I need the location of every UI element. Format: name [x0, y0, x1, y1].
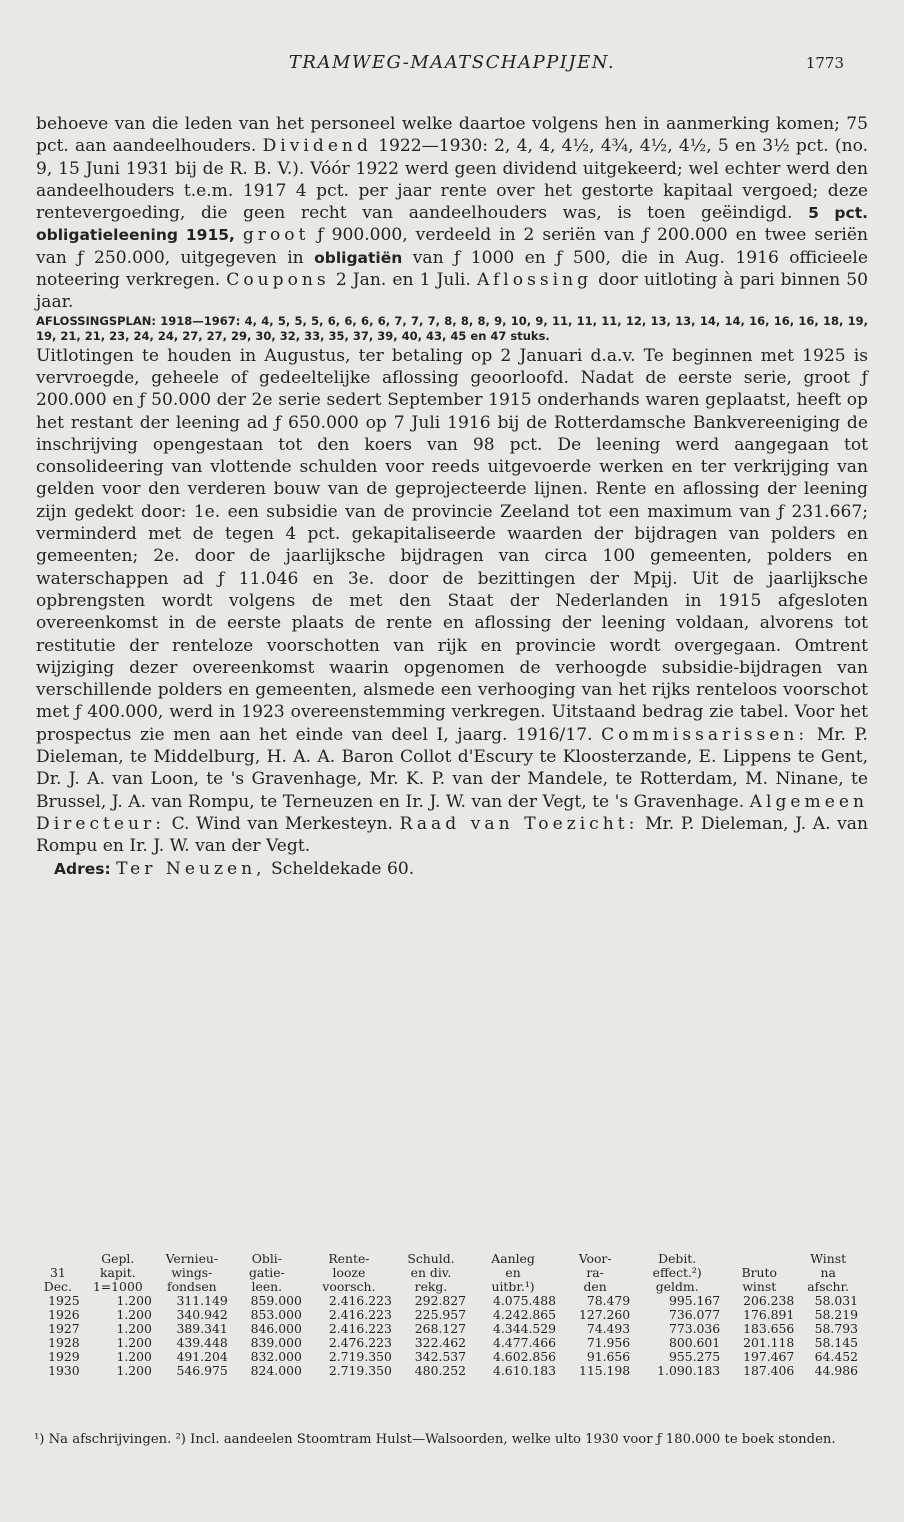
table-cell: 4.242.865 — [492, 1307, 557, 1322]
header-cell: uitbr.¹) — [491, 1279, 535, 1294]
table-row — [34, 1336, 860, 1350]
running-title: TRAMWEG-MAATSCHAPPIJEN. — [288, 52, 616, 73]
header-cell: geldm. — [655, 1279, 699, 1294]
table-row — [34, 1322, 860, 1336]
table-cell: 206.238 — [743, 1293, 795, 1308]
header-cell: en — [505, 1265, 521, 1280]
table-cell: 2.416.223 — [328, 1293, 392, 1308]
table-cell: 853.000 — [250, 1307, 302, 1322]
header-cell: kapit. — [99, 1265, 136, 1280]
table-cell: 4.477.466 — [492, 1335, 557, 1350]
text-segment: 2 Jan. en 1 Juli. — [335, 270, 471, 291]
header-cell: gatie- — [248, 1265, 285, 1280]
financial-table — [34, 1252, 860, 1378]
header-cell: rekg. — [414, 1279, 448, 1294]
table-cell: 439.448 — [176, 1335, 228, 1350]
text-segment: door uitloting à pari binnen 50 jaar. — [36, 270, 869, 313]
table-cell: 1927 — [48, 1321, 80, 1336]
table-header — [34, 1252, 860, 1294]
dividend-label: Dividend — [262, 136, 372, 157]
header-cell: 1=1000 — [92, 1279, 143, 1294]
header-cell: Aanleg — [491, 1251, 535, 1266]
table-row — [34, 1364, 860, 1378]
coupons-label: Coupons — [226, 270, 330, 291]
table-cell: 58.145 — [814, 1335, 858, 1350]
header-cell: Gepl. — [101, 1251, 135, 1266]
table-cell: 1926 — [48, 1307, 80, 1322]
address-label: Adres: — [54, 859, 111, 878]
table-cell: 546.975 — [176, 1363, 228, 1378]
header-cell: Schuld. — [407, 1251, 455, 1266]
footnotes: ¹) Na afschrijvingen. ²) Incl. aandeelen Stoomtram Hulst—Walsoorden, welke ulto 1930 voor ƒ 180.000 te boek stonden. — [34, 1432, 836, 1447]
header-cell: Debit. — [658, 1251, 697, 1266]
table-cell: 4.344.529 — [492, 1321, 557, 1336]
header-cell: winst — [742, 1279, 777, 1294]
table-cell: 311.149 — [176, 1293, 228, 1308]
redemption-plan: AFLOSSINGSPLAN: 1918—1967: 4, 4, 5, 5, 5, 6, 6, 6, 6, 7, 7, 7, 8, 8, 8, 9, 10, 9, 11, 11, 11, 12, 13, 13, 14, 14, 16, 16, 16, 18, 19, 19, 21, 21, 23, 24, 24, 27, 27, 29, 30, 32, 33, 35, 37, 39, 40, 43, 45 en 47 stuks. — [36, 313, 868, 344]
table-cell: 340.942 — [176, 1307, 228, 1322]
text-segment: Mr. P. Dieleman, te Middelburg, H. A. A. Baron Collot d'Escury te Kloosterzande, E. Lippens te Gent, Dr. J. A. van Loon, te 's Gravenhage, Mr. K. P. van der Mandele, te Rotterdam, M. Ninane, te Brussel, J. A. van Rompu, te Terneuzen en Ir. J. W. van der Vegt, te 's Gravenhage. — [36, 724, 868, 812]
table-cell: 183.656 — [743, 1321, 795, 1336]
address-city: Ter Neuzen, — [116, 858, 266, 879]
table-header-row — [34, 1280, 860, 1294]
table-cell: 58.031 — [814, 1293, 858, 1308]
table-cell: 389.341 — [176, 1321, 228, 1336]
table-header-row — [34, 1252, 860, 1266]
header-cell: Bruto — [741, 1265, 777, 1280]
table-cell: 491.204 — [176, 1349, 228, 1364]
header-cell: 31 — [49, 1265, 66, 1280]
text-segment: ƒ 900.000, verdeeld in 2 seriën van ƒ 200.000 en twee seriën van ƒ 250.000, uitgegeven in — [36, 225, 868, 268]
header-cell: Winst — [810, 1251, 847, 1266]
table-cell: 91.656 — [586, 1349, 631, 1364]
header-cell: Voor- — [578, 1251, 612, 1266]
toezicht-label: Raad van Toezicht: — [399, 813, 639, 834]
header-cell: Rente- — [328, 1251, 370, 1266]
table-cell: 58.793 — [814, 1321, 858, 1336]
header-cell: Dec. — [43, 1279, 72, 1294]
table-cell: 292.827 — [414, 1293, 467, 1308]
address-line — [36, 858, 868, 880]
groot-label: groot — [242, 225, 310, 246]
table-cell: 1928 — [48, 1335, 80, 1350]
table-cell: 58.219 — [814, 1307, 858, 1322]
text-segment: Mr. P. Dieleman, J. A. van Rompu en Ir. J. W. van der Vegt. — [36, 813, 868, 857]
text-segment: behoeve van die leden van het personeel welke daartoe volgens hen in aanmerking komen; 75 pct. aan aandeelhouders. — [36, 114, 868, 157]
table-cell: 480.252 — [414, 1363, 467, 1378]
table-cell: 2.476.223 — [328, 1335, 392, 1350]
table-cell: 4.610.183 — [492, 1363, 557, 1378]
table-body — [34, 1294, 860, 1378]
page-header — [0, 52, 904, 82]
header-cell: fondsen — [167, 1279, 217, 1294]
table-cell: 1925 — [48, 1293, 80, 1308]
table-cell: 2.719.350 — [328, 1363, 392, 1378]
table-cell: 197.467 — [743, 1349, 795, 1364]
table-cell: 1.090.183 — [657, 1363, 721, 1378]
table-cell: 187.406 — [743, 1363, 795, 1378]
obligatien-label: obligatiën — [314, 248, 403, 267]
table-cell: 201.118 — [743, 1335, 795, 1350]
table-cell: 4.075.488 — [492, 1293, 557, 1308]
table-cell: 1.200 — [116, 1349, 152, 1364]
header-cell — [722, 1252, 796, 1266]
header-cell: effect.²) — [652, 1265, 702, 1280]
table-cell: 1.200 — [116, 1363, 152, 1378]
table-cell: 832.000 — [250, 1349, 302, 1364]
text-segment: 1922—1930: 2, 4, 4, 4½, 4¾, 4½, 4½, 5 en 3½ pct. (no. 9, 15 Juni 1931 bij de R. B. V.). Vóór 1922 werd geen dividend uitgekeerd; wel echter werd den aandeelhouders t.e.m. 1917 4 pct. per jaar rente over het gestorte kapitaal vergoed; deze rentevergoeding, die geen recht van aandeelhouders was, is toen geëindigd. — [36, 136, 869, 224]
table-cell: 64.452 — [814, 1349, 858, 1364]
table-cell: 1930 — [48, 1363, 80, 1378]
table-cell: 800.601 — [668, 1335, 721, 1350]
table-cell: 342.537 — [414, 1349, 467, 1364]
table-cell: 115.198 — [578, 1363, 631, 1378]
directeur-label: Algemeen Directeur: — [36, 791, 868, 834]
header-cell: looze — [332, 1265, 366, 1280]
header-cell: voorsch. — [322, 1279, 376, 1294]
header-cell: afschr. — [807, 1279, 850, 1294]
table-cell: 71.956 — [586, 1335, 631, 1350]
header-cell — [34, 1252, 82, 1266]
table-cell: 824.000 — [250, 1363, 302, 1378]
table-cell: 736.077 — [668, 1307, 721, 1322]
table-cell: 995.167 — [668, 1293, 721, 1308]
table-cell: 773.036 — [668, 1321, 721, 1336]
header-cell: na — [820, 1265, 836, 1280]
address-street: Scheldekade 60. — [271, 858, 415, 879]
table-cell: 74.493 — [586, 1321, 631, 1336]
table-cell: 2.416.223 — [328, 1307, 392, 1322]
table-cell: 1.200 — [116, 1307, 152, 1322]
table-cell: 78.479 — [586, 1293, 631, 1308]
header-cell: ra- — [586, 1265, 604, 1280]
header-cell: Obli- — [251, 1251, 282, 1266]
text-segment: C. Wind van Merkesteyn. — [171, 813, 393, 834]
table-cell: 4.602.856 — [492, 1349, 557, 1364]
text-segment: Uitlotingen te houden in Augustus, ter betaling op 2 Januari d.a.v. Te beginnen met 1925 is vervroegde, geheele of gedeeltelijke aflossing geoorloofd. Nadat de eerste serie, groot ƒ 200.000 en ƒ 50.000 der 2e serie sedert September 1915 onderhands waren geplaatst, heeft op het restant der leening ad ƒ 650.000 op 7 Juli 1916 bij de Rotterdamsche Bankvereeniging de inschrijving opengestaan tot den koers van 98 pct. De leening werd aangegaan tot consolideering van vlottende schulden voor reeds uitgevoerde werken en ter verkrijging van gelden voor den verderen bouw van de geprojecteerde lijnen. Rente en aflossing der leening zijn gedekt door: 1e. een subsidie van de provincie Zeeland tot een maximum van ƒ 231.667; verminderd met de tegen 4 pct. gekapitaliseerde waarden der bijdragen van polders en gemeenten; 2e. door de jaarlijksche bijdragen van circa 100 gemeenten, polders en waterschappen ad ƒ 11.046 en 3e. door de bezittingen der Mpij. Uit de jaarlijksche opbrengsten wordt volgens de met den Staat der Nederlanden in 1915 afgesloten overeenkomst in de eerste plaats de rente en aflossing der leening voldaan, alvorens tot restitutie der renteloze voorschotten van rijk en provincie wordt overgegaan. Omtrent wijziging dezer overeenkomst waarin opgenomen de verhoogde subsidie-bijdragen van verschillende polders en gemeenten, alsmede een verhooging van het rijks renteloos voorschot met ƒ 400.000, werd in 1923 overeenstemming verkregen. Uitstaand bedrag zie tabel. Voor het prospectus zie men aan het einde van deel I, jaarg. 1916/17. — [36, 345, 868, 745]
bond-label: 5 pct. obligatieleening 1915, — [36, 204, 869, 245]
table-cell: 44.986 — [814, 1363, 858, 1378]
page-number: 1773 — [805, 54, 844, 72]
table-cell: 1.200 — [116, 1321, 152, 1336]
table-cell: 1.200 — [116, 1335, 152, 1350]
paragraph-loan-details — [36, 345, 868, 858]
table-cell: 1929 — [48, 1349, 80, 1364]
table-cell: 1.200 — [116, 1293, 152, 1308]
table-cell: 322.462 — [414, 1335, 467, 1350]
table-cell: 268.127 — [414, 1321, 467, 1336]
table-cell: 176.891 — [743, 1307, 795, 1322]
body-text — [36, 113, 868, 880]
table-row — [34, 1308, 860, 1322]
paragraph-dividend-bond — [36, 113, 868, 314]
table-cell: 859.000 — [250, 1293, 302, 1308]
header-cell: en div. — [410, 1265, 452, 1280]
aflossing-label: Aflossing — [476, 270, 593, 291]
table-cell: 839.000 — [250, 1335, 302, 1350]
table-header-row — [34, 1266, 860, 1280]
table-row — [34, 1350, 860, 1364]
header-cell: den — [583, 1279, 607, 1294]
table-cell: 2.416.223 — [328, 1321, 392, 1336]
header-cell: leen. — [251, 1279, 283, 1294]
text-segment: van ƒ 1000 en ƒ 500, die in Aug. 1916 officieele noteering verkregen. — [36, 247, 869, 291]
table-row — [34, 1294, 860, 1308]
table-cell: 225.957 — [414, 1307, 467, 1322]
table-cell: 2.719.350 — [328, 1349, 392, 1364]
table-cell: 846.000 — [250, 1321, 302, 1336]
table-cell: 127.260 — [578, 1307, 631, 1322]
header-cell: wings- — [171, 1265, 213, 1280]
commissarissen-label: Commissarissen: — [601, 724, 809, 745]
header-cell: Vernieu- — [165, 1251, 219, 1266]
table-cell: 955.275 — [668, 1349, 721, 1364]
